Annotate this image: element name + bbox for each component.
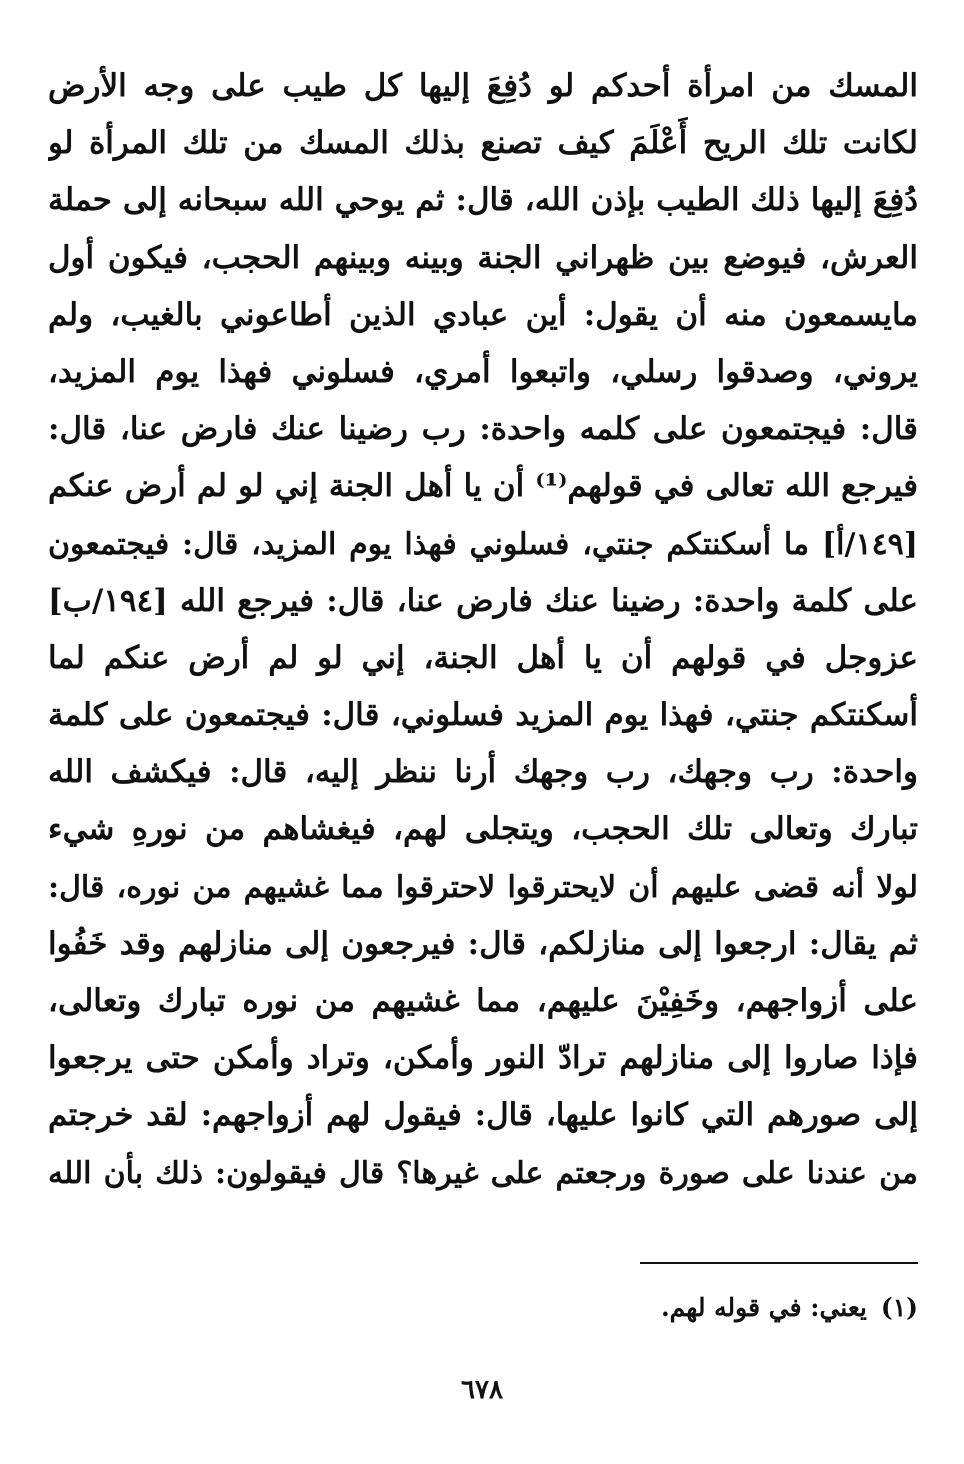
text-line: على كلمة واحدة: رضينا عنك فارض عنا، قال: فيرجع الله [١٩٤/ب] [48,582,918,619]
footnote-divider [640,1262,918,1264]
text-line: على أزواجهم، وخَفِيْنَ عليهم، مما غشيهم من نوره تبارك وتعالى، [48,983,918,1019]
text-line: فإذا صاروا إلى منازلهم ترادّ النور وأمكن، وتراد وأمكن حتى يرجعوا [48,1040,918,1077]
text-line: يروني، وصدقوا رسلي، واتبعوا أمري، فسلوني فهذا يوم المزيد، [48,353,918,390]
text-line: إلى صورهم التي كانوا عليها، قال: فيقول لهم أزواجهم: لقد خرجتم [48,1097,918,1134]
text-line: من عندنا على صورة ورجعتم على غيرها؟ قال فيقولون: ذلك بأن الله [48,1155,918,1191]
footnote-number: (١) [880,1293,918,1322]
page-number: ٦٧٨ [461,1375,503,1405]
text-line: لولا أنه قضى عليهم أن لايحترقوا لاحترقوا مما غشيهم من نوره، قال: [48,869,918,905]
text-lines [48,58,918,1202]
main-text [48,58,918,1202]
text-line: العرش، فيوضع بين ظهراني الجنة وبينه وبينهم الحجب، فيكون أول [48,239,918,276]
text-line: دُفِعَ إليها ذلك الطيب بإذن الله، قال: ثم يوحي الله سبحانه إلى حملة [48,182,918,219]
text-line: قال: فيجتمعون على كلمه واحدة: رب رضينا عنك فارض عنا، قال: [48,411,918,448]
text-line: المسك من امرأة أحدكم لو دُفِعَ إليها كل طيب على وجه الأرض [48,68,918,104]
text-line: عزوجل في قولهم أن يا أهل الجنة، إني لو لم أرض عنكم لما [48,639,918,676]
text-line: واحدة: رب وجهك، رب وجهك أرنا ننظر إليه، قال: فيكشف الله [48,754,918,791]
text-line: ثم يقال: ارجعوا إلى منازلكم، قال: فيرجعون إلى منازلهم وقد خَفُوا [48,925,918,962]
footnote-text: يعني: في قوله لهم. [660,1293,867,1322]
text-line: فيرجع الله تعالى في قولهم⁽¹⁾ أن يا أهل الجنة إني لو لم أرض عنكم [48,468,918,505]
text-line: [١٤٩/أ] ما أسكنتكم جنتي، فسلوني فهذا يوم المزيد، قال: فيجتمعون [48,526,918,562]
text-line: تبارك وتعالى تلك الحجب، ويتجلى لهم، فيغشاهم من نورهِ شيء [48,811,918,848]
text-line: مايسمعون منه أن يقول: أين عبادي الذين أطاعوني بالغيب، ولم [48,296,918,333]
footnote [418,1288,918,1328]
text-line: لكانت تلك الريح أَعْلَمَ كيف تصنع بذلك المسك من تلك المرأة لو [48,125,918,162]
text-line: أسكنتكم جنتي، فهذا يوم المزيد فسلوني، قال: فيجتمعون على كلمة [48,697,918,734]
